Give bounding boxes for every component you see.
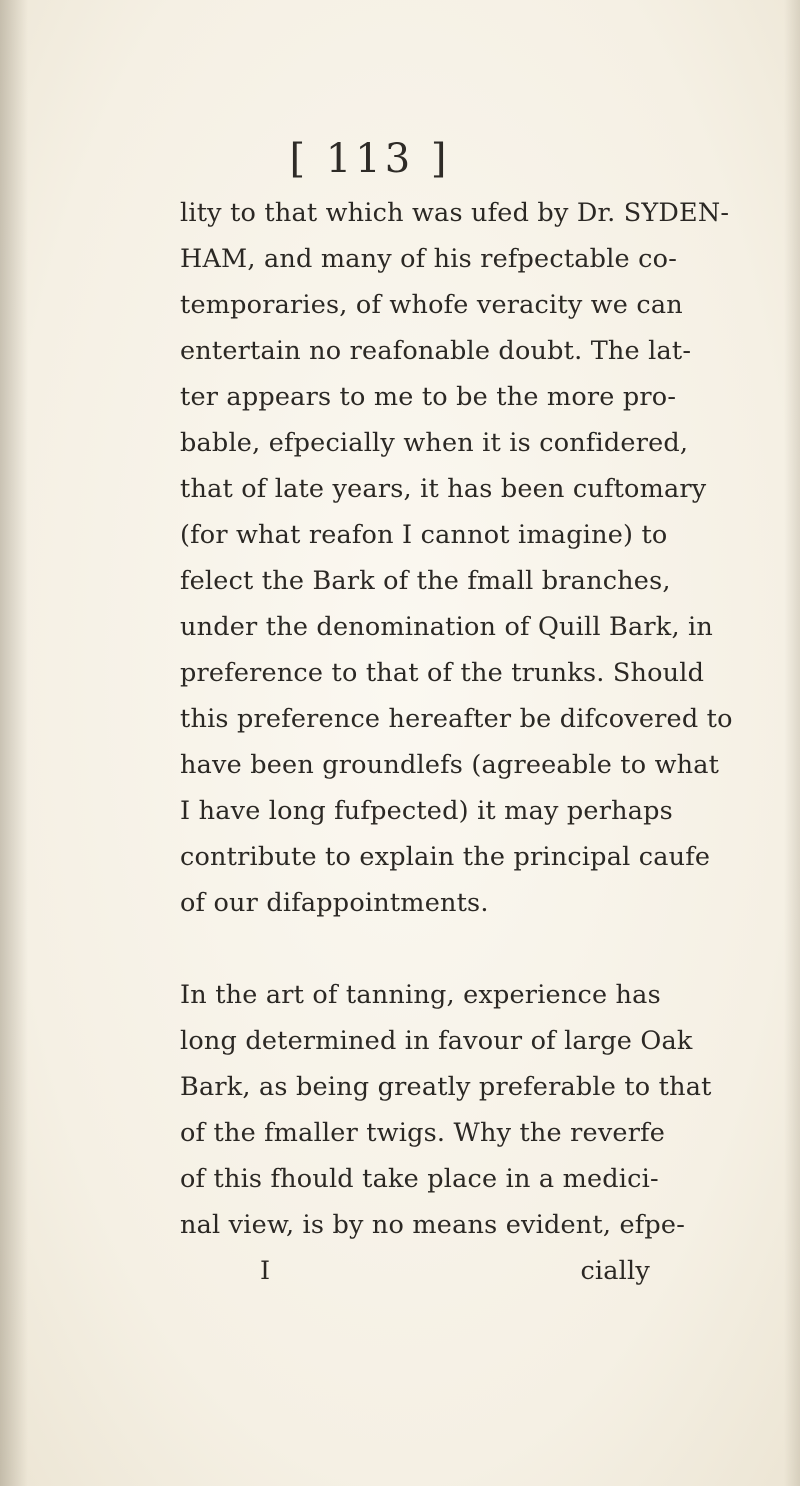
text-line: long determined in favour of large Oak bbox=[180, 1026, 693, 1056]
text-line: HAM, and many of his refpectable co- bbox=[180, 244, 678, 274]
text-line: Bark, as being greatly preferable to that bbox=[180, 1072, 712, 1102]
text-line: (for what reafon I cannot imagine) to bbox=[180, 520, 668, 550]
page-edge-shadow bbox=[784, 0, 800, 1486]
text-line: felect the Bark of the fmall branches, bbox=[180, 566, 671, 596]
text-line: have been groundlefs (agreeable to what bbox=[180, 750, 720, 780]
body-text bbox=[180, 190, 733, 1294]
text-line: ter appears to me to be the more pro- bbox=[180, 382, 677, 412]
page-footer bbox=[180, 1248, 650, 1294]
text-line: under the denomination of Quill Bark, in bbox=[180, 612, 714, 642]
text-line: of this fhould take place in a medici- bbox=[180, 1164, 659, 1194]
binding-shadow bbox=[0, 0, 28, 1486]
catchword: cially bbox=[580, 1256, 650, 1286]
text-line: temporaries, of whofe veracity we can bbox=[180, 290, 683, 320]
text-line: lity to that which was ufed by Dr. SYDEN- bbox=[180, 198, 730, 228]
text-line: contribute to explain the principal caufe bbox=[180, 842, 711, 872]
paragraph-2 bbox=[180, 972, 712, 1248]
paragraph-gap bbox=[180, 926, 650, 972]
text-line: nal view, is by no means evident, efpe- bbox=[180, 1210, 686, 1240]
text-line: entertain no reafonable doubt. The lat- bbox=[180, 336, 692, 366]
text-line: preference to that of the trunks. Should bbox=[180, 658, 705, 688]
text-line: of our difappointments. bbox=[180, 888, 489, 918]
text-line: of the fmaller twigs. Why the reverfe bbox=[180, 1118, 666, 1148]
signature-mark: I bbox=[260, 1256, 271, 1286]
text-line: bable, efpecially when it is confidered, bbox=[180, 428, 689, 458]
text-line: this preference hereafter be difcovered to bbox=[180, 704, 733, 734]
text-line: In the art of tanning, experience has bbox=[180, 980, 661, 1010]
page-number: [ 113 ] bbox=[289, 136, 451, 182]
text-line: that of late years, it has been cuftomary bbox=[180, 474, 707, 504]
text-line: I have long fufpected) it may perhaps bbox=[180, 796, 673, 826]
paragraph-1 bbox=[180, 190, 733, 926]
